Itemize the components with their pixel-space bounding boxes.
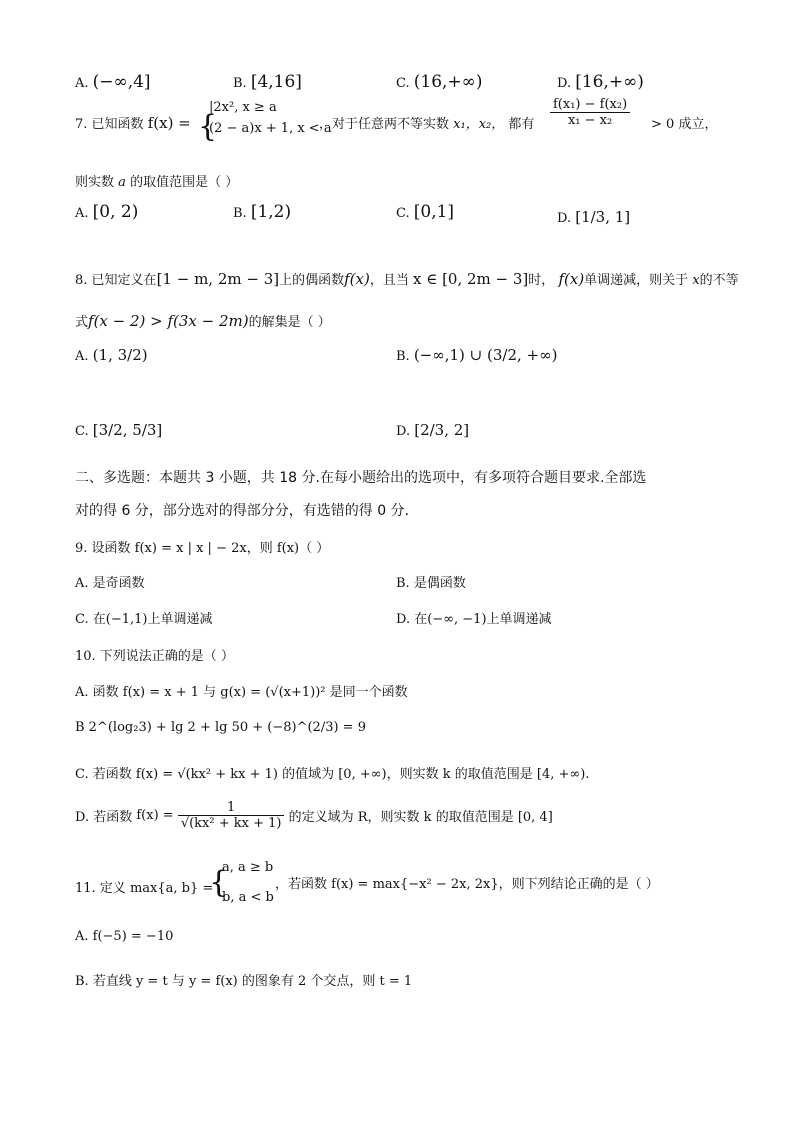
q7-stem-end: > 0 成立，	[651, 117, 718, 132]
section-2-heading-line2: 对的得 6 分，部分选对的得部分分，有选错的得 0 分．	[75, 503, 419, 519]
q11-stem-post: ，若函数 f(x) = max{−x² − 2x, 2x}，则下列结论正确的是（ ）	[275, 877, 659, 892]
q7-option-a[interactable]: A. [0, 2)	[75, 202, 139, 222]
q6-option-a[interactable]: A. (−∞,4]	[75, 72, 151, 92]
q7-fraction	[550, 97, 630, 128]
q10-d-fraction-numerator: 1	[178, 800, 285, 816]
q6-option-b[interactable]: B. [4,16]	[233, 72, 302, 92]
q7-option-c[interactable]: C. [0,1]	[396, 202, 455, 222]
q10-stem: 10. 下列说法正确的是（ ）	[75, 649, 234, 664]
q11-piecewise-brace: {	[209, 865, 229, 900]
q7-case-1: |2x², x ≥ a	[209, 100, 277, 115]
q10-option-a[interactable]: A. 函数 f(x) = x + 1 与 g(x) = (√(x+1))² 是同一个函数	[75, 685, 408, 700]
q7-piecewise-brace: {	[198, 109, 218, 144]
q6-option-c[interactable]: C. (16,+∞)	[396, 72, 483, 92]
q8-option-b[interactable]: B. (−∞,1) ∪ (3/2, +∞)	[396, 346, 558, 364]
q8-option-d[interactable]: D. [2/3, 2]	[396, 421, 470, 439]
q11-case-1: a, a ≥ b	[222, 860, 274, 875]
q10-d-fraction-denominator: √(kx² + kx + 1)	[180, 816, 282, 831]
q7-fraction-denominator: x₁ − x₂	[567, 113, 613, 128]
q9-option-b[interactable]: B. 是偶函数	[396, 576, 466, 591]
q9-option-d[interactable]: D. 在(−∞, −1)上单调递减	[396, 612, 552, 627]
q7-stem-line1: 7. 已知函数 f(x) =	[75, 114, 191, 132]
q6-option-d[interactable]: D. [16,+∞)	[557, 72, 644, 92]
section-2-heading-line1: 二、多选题：本题共 3 小题，共 18 分.在每小题给出的选项中，有多项符合题目要求.全部选	[75, 470, 647, 486]
q9-option-a[interactable]: A. 是奇函数	[75, 576, 145, 591]
q7-case-2: (2 − a)x + 1, x < a	[209, 121, 332, 136]
q7-stem-line2: 则实数 a 的取值范围是（ ）	[75, 175, 239, 190]
q11-stem-pre: 11. 定义 max{a, b} =	[75, 881, 214, 896]
q8-option-a[interactable]: A. (1, 3/2)	[75, 346, 148, 364]
q7-option-d[interactable]: D. [1/3, 1]	[557, 208, 631, 226]
q10-option-d[interactable]: D. 若函数 f(x) = $\frac{1}{\text{√(kx² + kx + 1)}}$ 的定义域为 R，则实数 k 的取值范围是 [0, 4]	[75, 800, 553, 831]
q7-fraction-numerator: f(x₁) − f(x₂)	[550, 97, 630, 113]
q9-stem: 9. 设函数 f(x) = x | x | − 2x，则 f(x)（ ）	[75, 541, 330, 556]
q11-option-b[interactable]: B. 若直线 y = t 与 y = f(x) 的图象有 2 个交点，则 t = 1	[75, 974, 413, 989]
q11-case-2: b, a < b	[222, 890, 274, 905]
q7-stem-mid: ，对于任意两不等实数 x₁，x₂， 都有	[319, 117, 535, 132]
q7-option-b[interactable]: B. [1,2)	[233, 202, 292, 222]
q11-option-a[interactable]: A. f(−5) = −10	[75, 929, 174, 944]
q8-option-c[interactable]: C. [3/2, 5/3]	[75, 421, 163, 439]
q8-stem-line1: 8. 已知定义在[1 − m, 2m − 3]上的偶函数f(x)，且当 x ∈ [0, 2m − 3]时， f(x)单调递减，则关于 x的不等	[75, 270, 739, 288]
q10-option-b[interactable]: B 2^(log₂3) + lg 2 + lg 50 + (−8)^(2/3) = 9	[75, 720, 366, 735]
q10-option-c[interactable]: C. 若函数 f(x) = √(kx² + kx + 1) 的值域为 [0, +∞)，则实数 k 的取值范围是 [4, +∞).	[75, 767, 590, 782]
q8-stem-line2: 式f(x − 2) > f(3x − 2m)的解集是（ ）	[75, 312, 331, 330]
q9-option-c[interactable]: C. 在(−1,1)上单调递减	[75, 612, 213, 627]
